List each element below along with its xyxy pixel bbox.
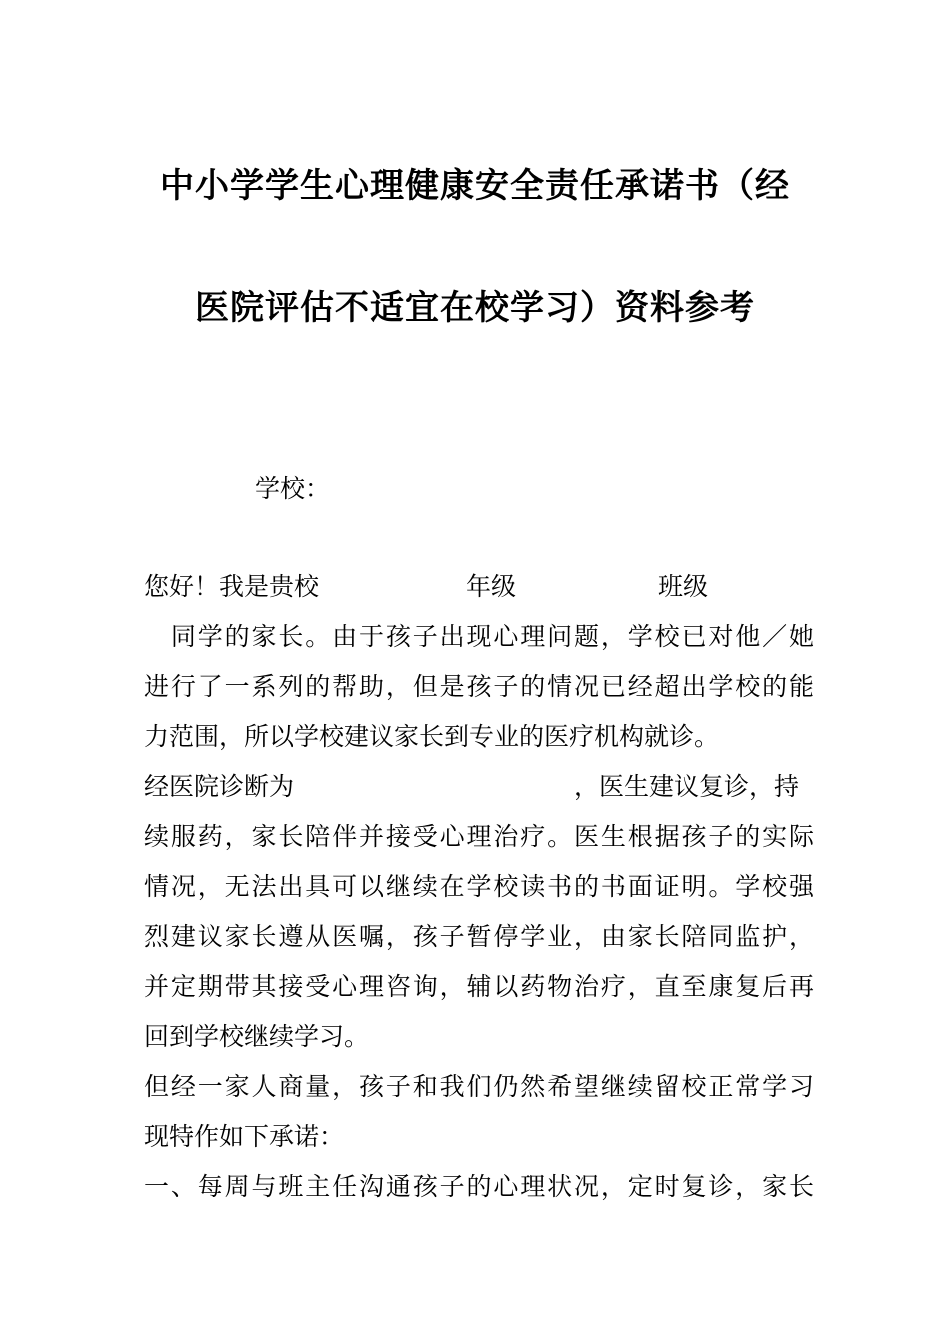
body-line: 回到学校继续学习。 xyxy=(144,1022,370,1051)
body-line: 进行了一系列的帮助，但是孩子的情况已经超出学校的能 xyxy=(144,672,814,701)
greeting-line xyxy=(144,572,814,602)
document-title-line-1: 中小学学生心理健康安全责任承诺书（经 xyxy=(160,166,790,206)
body-line: 现特作如下承诺： xyxy=(144,1122,345,1151)
document-title-line-2: 医院评估不适宜在校学习）资料参考 xyxy=(195,288,755,328)
body-line: 并定期带其接受心理咨询，辅以药物治疗，直至康复后再 xyxy=(144,972,814,1001)
diagnosis-line xyxy=(144,772,814,802)
greeting-part-1: 您好！我是贵校 xyxy=(144,572,320,601)
school-label: 学校： xyxy=(255,474,331,503)
body-line: 续服药，家长陪伴并接受心理治疗。医生根据孩子的实际 xyxy=(144,822,814,851)
body-line: 一、每周与班主任沟通孩子的心理状况，定时复诊，家长 xyxy=(144,1172,814,1201)
diagnosis-label: 经医院诊断为 xyxy=(144,772,295,801)
body-line: 烈建议家长遵从医嘱，孩子暂停学业，由家长陪同监护， xyxy=(144,922,814,951)
body-line: 但经一家人商量，孩子和我们仍然希望继续留校正常学习 xyxy=(144,1072,814,1101)
body-line: 力范围，所以学校建议家长到专业的医疗机构就诊。 xyxy=(144,722,720,751)
greeting-class-label: 班级 xyxy=(658,572,709,601)
body-line: 同学的家长。由于孩子出现心理问题，学校已对他／她 xyxy=(144,622,814,651)
diagnosis-continued: ，医生建议复诊，持 xyxy=(574,772,800,801)
body-line: 情况，无法出具可以继续在学校读书的书面证明。学校强 xyxy=(144,872,814,901)
greeting-grade-label: 年级 xyxy=(466,572,517,601)
